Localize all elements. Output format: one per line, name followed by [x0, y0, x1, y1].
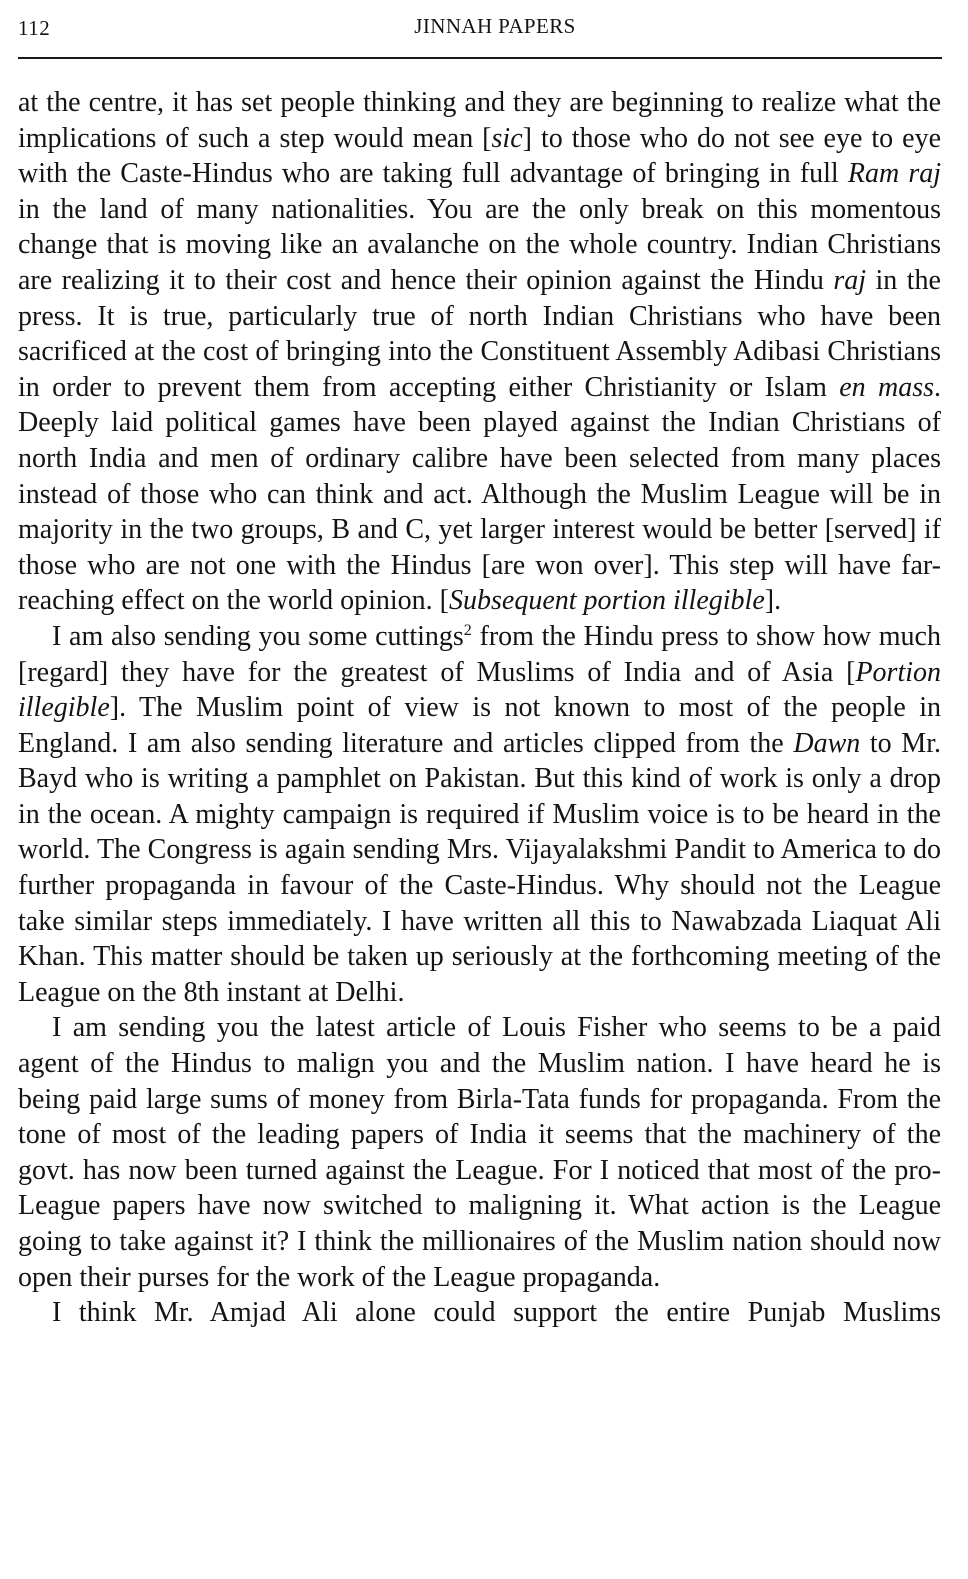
- footnote-marker: 2: [463, 621, 472, 639]
- text-segment: ] to those who do not see eye to eye with the Caste-Hindus who are taking full advantage of bringing in full: [18, 122, 941, 190]
- text-segment: from the Hindu press to show how much [regard] they have for the greatest of Muslims of India and of Asia [: [18, 620, 941, 688]
- text-segment: in the press. It is true, particularly true of north Indian Christians who have been sacrificed at the cost of bringing into the Constituent Assembly Adibasi Christians in order to prevent them from accepting either Christianity or Islam: [18, 264, 941, 403]
- italic-text: raj: [833, 264, 867, 296]
- italic-text: Subsequent portion illegible: [449, 585, 765, 617]
- italic-text: Ram raj: [847, 158, 942, 190]
- text-segment: to Mr. Bayd who is writing a pamphlet on Pakistan. But this kind of work is only a drop in the ocean. A mighty campaign is required if Muslim voice is to be heard in the world. The Congress is again sending Mrs. Vijayalakshmi Pandit to America to do further propaganda in favour of the Caste-Hindus. Why should not the League take similar steps immediately. I have written all this to Nawabzada Liaquat Ali Khan. This matter should be taken up seriously at the forthcoming meeting of the League on the 8th instant at Delhi.: [18, 727, 941, 1008]
- paragraph-p1: [18, 85, 941, 619]
- italic-text: en mass: [839, 371, 934, 403]
- text-segment: I am sending you the latest article of Louis Fisher who seems to be a paid agent of the Hindus to malign you and the Muslim nation. I have heard he is being paid large sums of money from Birla-Tata funds for propaganda. From the tone of most of the leading papers of India it seems that the machinery of the govt. has now been turned against the League. For I noticed that most of the pro-League papers have now switched to maligning it. What action is the League going to take against it? I think the millionaires of the Muslim nation should now open their purses for the work of the League propaganda.: [18, 1012, 941, 1293]
- text-segment: . Deeply laid political games have been played against the Indian Christians of north India and men of ordinary calibre have been selected from many places instead of those who can think and act. Although the Muslim League will be in majority in the two groups, B and C, yet larger interest would be better [served] if those who are not one with the Hindus [are won over]. This step will have far-reaching effect on the world opinion. [: [18, 371, 941, 617]
- paragraph-p4: [18, 1295, 941, 1331]
- italic-text: Dawn: [793, 727, 861, 759]
- header-rule: [18, 57, 942, 59]
- page-number: 112: [18, 16, 51, 40]
- text-segment: at the centre, it has set people thinking and they are beginning to realize what the implications of such a step would mean [: [18, 87, 941, 154]
- running-title: JINNAH PAPERS: [414, 14, 576, 38]
- text-segment: ].: [764, 585, 782, 617]
- text-segment: ]. The Muslim point of view is not known to most of the people in England. I am also sending literature and articles clipped from the: [18, 692, 941, 759]
- text-segment: I think Mr. Amjad Ali alone could support the entire Punjab Muslims: [52, 1297, 941, 1329]
- page-header: [18, 10, 942, 42]
- italic-text: sic: [491, 122, 523, 154]
- text-segment: in the land of many nationalities. You are the only break on this momentous change that is moving like an avalanche on the whole country. Indian Christians are realizing it to their cost and hence their opinion against the Hindu: [18, 193, 941, 296]
- italic-text: Portion illegible: [18, 656, 941, 724]
- paragraph-p3: [18, 1010, 941, 1295]
- paragraph-p2: [18, 619, 941, 1011]
- body-text: [18, 85, 941, 1331]
- text-segment: I am also sending you some cuttings: [52, 620, 464, 652]
